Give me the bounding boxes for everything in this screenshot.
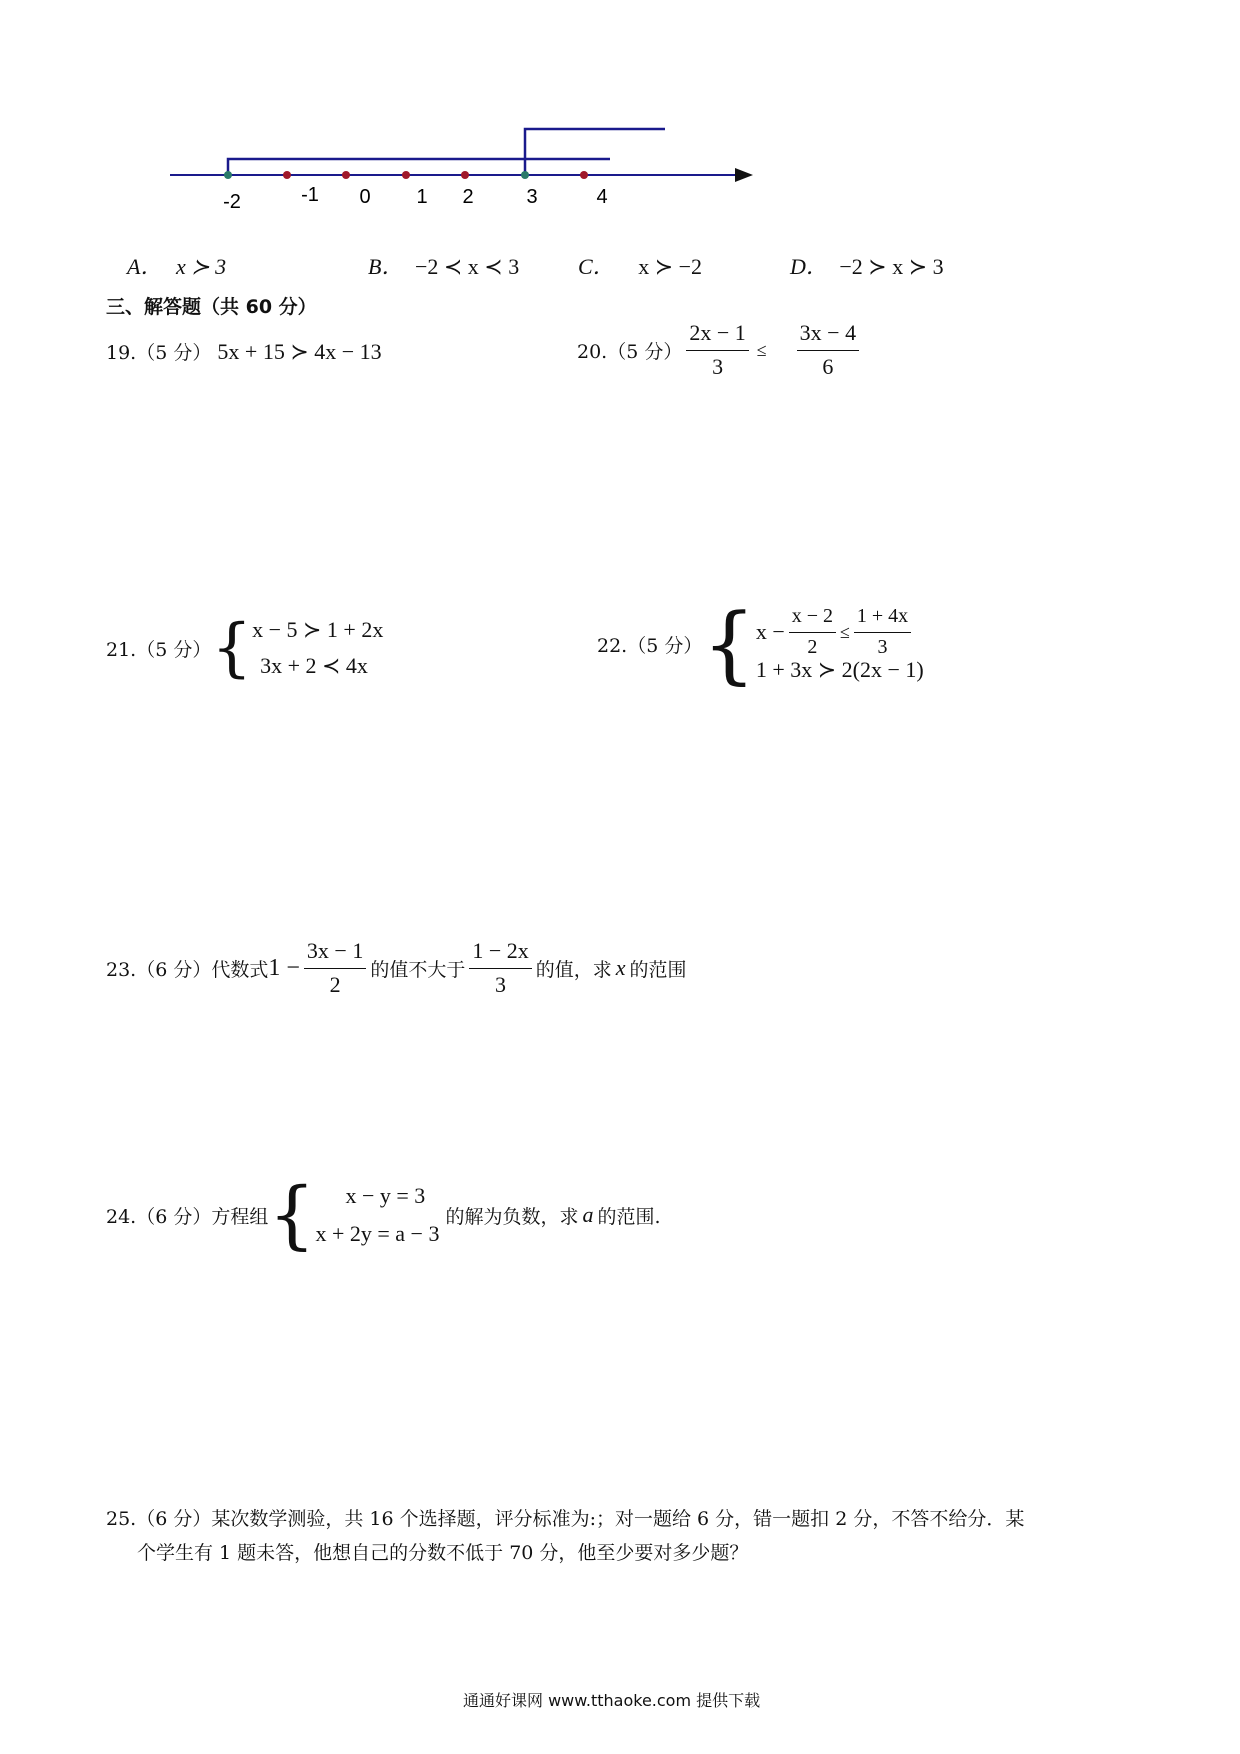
- q23-label: 23.（6 分）代数式: [106, 958, 269, 981]
- point-3: [521, 171, 529, 179]
- point-1: [402, 171, 410, 179]
- choice-d-label: D．: [790, 254, 828, 279]
- left-brace-icon: {: [702, 595, 756, 693]
- tick-label: -1: [301, 184, 319, 206]
- axis-arrow-icon: [735, 168, 753, 182]
- point-2: [461, 171, 469, 179]
- tick-label: 2: [462, 186, 474, 208]
- question-22: [597, 595, 924, 693]
- tick-label: 3: [526, 186, 538, 208]
- q19-expression: 5x + 15 ≻ 4x − 13: [217, 339, 382, 364]
- q23-middle-text: 的值不大于: [370, 958, 466, 981]
- q24-line-2: x + 2y = a − 3: [315, 1221, 440, 1246]
- choice-b-label: B．: [368, 254, 404, 279]
- point-minus-1: [283, 171, 291, 179]
- point-4: [580, 171, 588, 179]
- left-brace-icon: {: [268, 1172, 316, 1258]
- fraction-numerator: 1 + 4x: [854, 605, 911, 633]
- choice-a: [127, 250, 226, 281]
- page-footer: 通通好课网 www.tthaoke.com 提供下载: [463, 1691, 761, 1710]
- tick-label: 1: [416, 186, 428, 208]
- fraction-denominator: 2: [329, 972, 341, 997]
- q22-system: [702, 595, 924, 693]
- fraction-numerator: 2x − 1: [686, 320, 748, 351]
- choice-a-label: A．: [127, 254, 163, 279]
- q24-lines: [315, 1177, 439, 1253]
- q21-lines: [252, 612, 383, 684]
- q24-end-text: 的范围.: [597, 1205, 661, 1228]
- left-brace-icon: {: [211, 611, 253, 685]
- choice-d-text: −2 ≻ x ≻ 3: [839, 254, 944, 279]
- q23-end-text: 的范围: [629, 958, 687, 981]
- choice-c-text: x ≻ −2: [638, 254, 703, 279]
- question-25-line-2: 个学生有 1 题未答，他想自己的分数不低于 70 分，他至少要对多少题？: [137, 1542, 749, 1564]
- fraction-numerator: 3x − 1: [304, 938, 366, 969]
- question-20: [577, 320, 863, 380]
- q22-right-fraction: [854, 605, 911, 659]
- fraction-denominator: 2: [807, 636, 818, 658]
- q24-system: [268, 1172, 440, 1258]
- section-heading: 三、解答题（共 60 分）: [106, 296, 317, 318]
- choice-c-label: C．: [578, 254, 615, 279]
- q20-right-fraction: [797, 320, 859, 380]
- q23-post-text: 的值，求: [535, 958, 612, 981]
- number-line-figure: [160, 115, 760, 225]
- choice-b-text: −2 ≺ x ≺ 3: [414, 254, 520, 279]
- q22-left-fraction: [789, 605, 836, 659]
- q22-line1-prefix: x −: [755, 619, 785, 644]
- q22-line-1: [756, 605, 924, 659]
- tick-label: 4: [596, 186, 608, 208]
- q23-fraction-2: [469, 938, 531, 998]
- question-19: [106, 338, 382, 365]
- q20-operator: ≤: [756, 339, 767, 360]
- q21-line-1: x − 5 ≻ 1 + 2x: [252, 617, 384, 642]
- bracket-from-3: [525, 129, 665, 175]
- q24-variable: a: [582, 1202, 594, 1227]
- fraction-numerator: 3x − 4: [797, 320, 859, 351]
- q19-label: 19.（5 分）: [106, 342, 212, 364]
- q24-line-1: x − y = 3: [345, 1183, 426, 1208]
- fraction-denominator: 3: [877, 636, 888, 658]
- tick-label: -2: [223, 191, 241, 213]
- q22-line-2: 1 + 3x ≻ 2(2x − 1): [755, 657, 924, 682]
- q22-label: 22.（5 分）: [597, 634, 703, 657]
- question-23: [106, 938, 687, 998]
- q20-left-fraction: [686, 320, 748, 380]
- fraction-numerator: 1 − 2x: [469, 938, 531, 969]
- q24-post-text: 的解为负数，求: [445, 1205, 579, 1228]
- choice-a-text: x ≻ 3: [175, 254, 227, 279]
- fraction-denominator: 6: [822, 354, 834, 379]
- q23-prefix: 1 −: [268, 954, 300, 981]
- question-25-line-1: 25.（6 分）某次数学测验，共 16 个选择题，评分标准为:；对一题给 6 分，错一题扣 2 分，不答不给分．某: [106, 1508, 1025, 1530]
- choice-c: [578, 250, 702, 281]
- point-minus-2: [224, 171, 232, 179]
- choice-b: [368, 250, 519, 281]
- q22-lines: [756, 605, 924, 683]
- q21-line-2: 3x + 2 ≺ 4x: [260, 653, 368, 678]
- q20-label: 20.（5 分）: [577, 340, 683, 363]
- q24-label: 24.（6 分）方程组: [106, 1205, 269, 1228]
- q21-label: 21.（5 分）: [106, 638, 212, 661]
- q23-variable: x: [615, 955, 626, 980]
- question-24: [106, 1172, 661, 1258]
- q22-line1-operator: ≤: [840, 621, 850, 642]
- choice-d: [790, 250, 944, 281]
- tick-label: 0: [359, 186, 371, 208]
- question-21: [106, 612, 383, 684]
- fraction-numerator: x − 2: [789, 605, 836, 633]
- fraction-denominator: 3: [495, 972, 507, 997]
- q23-fraction-1: [304, 938, 366, 998]
- q21-system: [211, 612, 383, 684]
- fraction-denominator: 3: [712, 354, 724, 379]
- point-0: [342, 171, 350, 179]
